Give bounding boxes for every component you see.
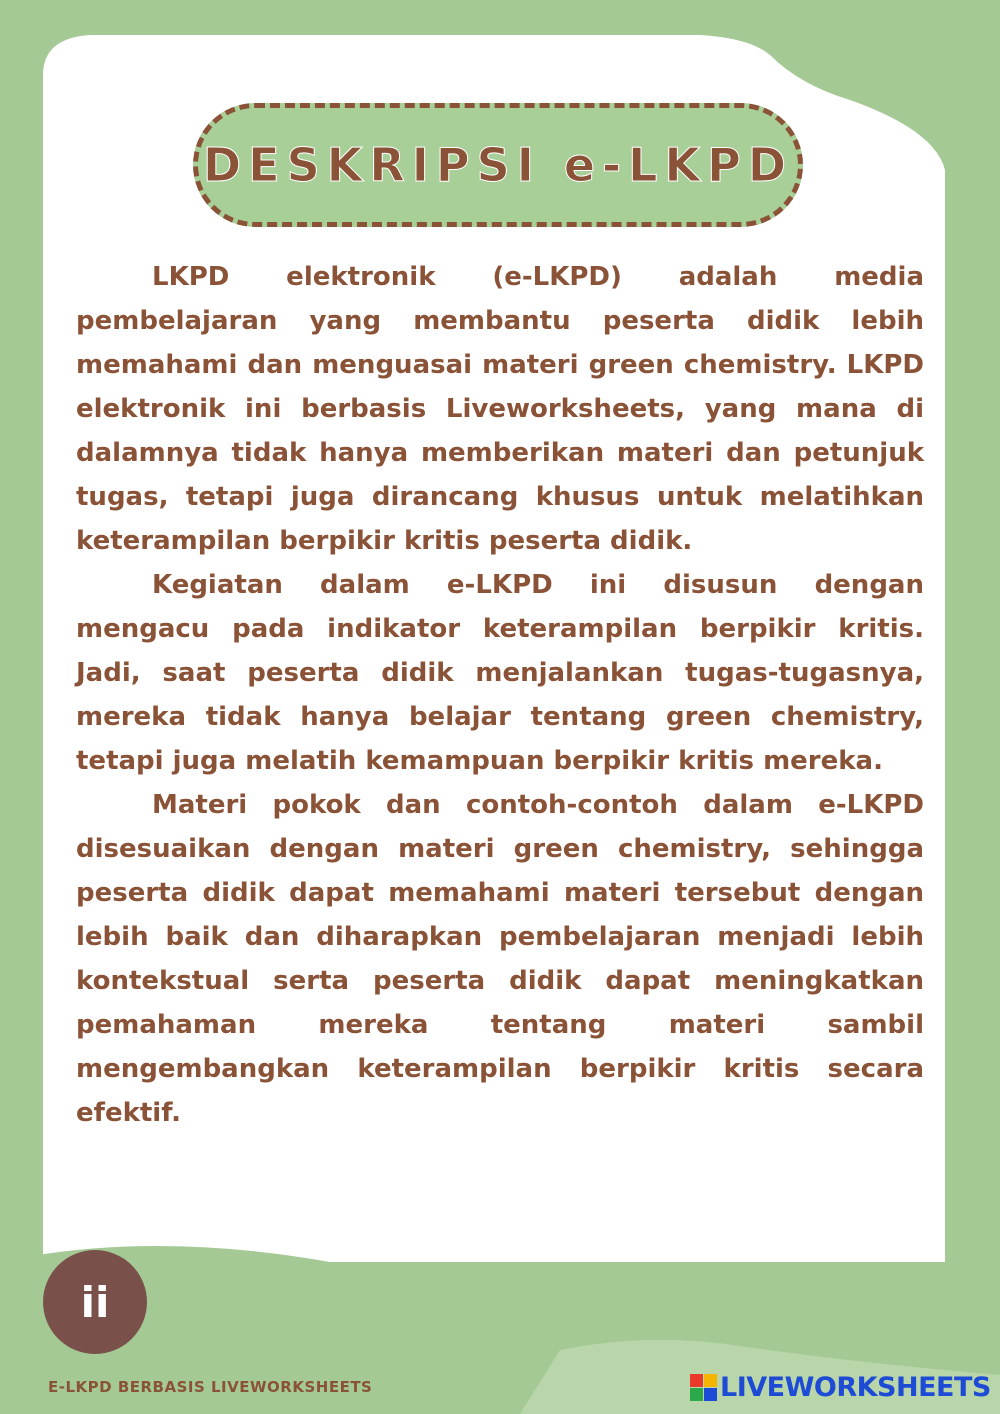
liveworksheets-logo-text: LIVEWORKSHEETS — [720, 1372, 991, 1403]
paragraph-3: Materi pokok dan contoh-contoh dalam e-LKPD disesuaikan dengan materi green chemistry, sehingga peserta didik dapat memahami materi tersebut dengan lebih baik dan diharapkan pembelajaran menjadi lebih kontekstual serta peserta didik dapat meningkatkan pemahaman mereka tentang materi sambil mengembangkan keterampilan berpikir kritis secara efektif. — [76, 790, 924, 1128]
footer-caption: E-LKPD BERBASIS LIVEWORKSHEETS — [48, 1378, 373, 1396]
liveworksheets-cube-icon — [690, 1374, 717, 1401]
description-body — [76, 255, 924, 1135]
paragraph-2: Kegiatan dalam e-LKPD ini disusun dengan mengacu pada indikator keterampilan berpikir kritis. Jadi, saat peserta didik menjalankan tugas-tugasnya, mereka tidak hanya belajar tentang green chemistry, tetapi juga melatih kemampuan berpikir kritis mereka. — [76, 570, 924, 776]
page-number-badge: ii — [43, 1250, 147, 1354]
paragraph-1: LKPD elektronik (e-LKPD) adalah media pembelajaran yang membantu peserta didik lebih memahami dan menguasai materi green chemistry. LKPD elektronik ini berbasis Liveworksheets, yang mana di dalamnya tidak hanya memberikan materi dan petunjuk tugas, tetapi juga dirancang khusus untuk melatihkan keterampilan berpikir kritis peserta didik. — [76, 262, 924, 556]
page-title: DESKRIPSI e-LKPD — [202, 138, 794, 192]
liveworksheets-logo — [690, 1372, 991, 1403]
